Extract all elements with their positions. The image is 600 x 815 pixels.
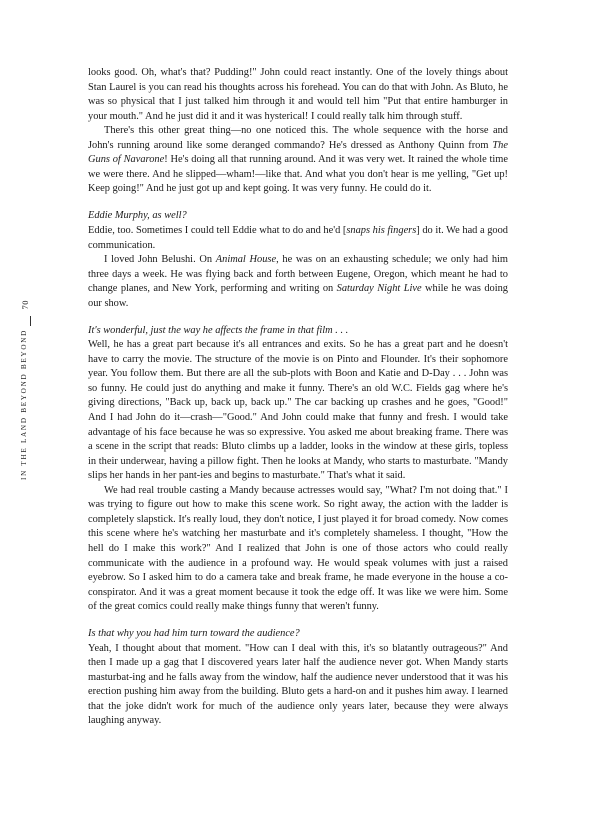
interview-question: It's wonderful, just the way he affects the frame in that film . . . — [88, 324, 349, 336]
page-number: 70 — [20, 300, 30, 310]
body-paragraph: We had real trouble casting a Mandy because actresses would say, "What? I'm not doing that." I was trying to figure out how to make this scene work. So right away, the action with the ladder is completely slapstick. It's really loud, they don't notice, I just played it for broad comedy. Now comes this scene where he's watching her masturbate and it's completely shameless. I thought, "How the hell do I make this work?" And I realized that John is one of those actors who could really communicate with the audience in a profound way. He would speak volumes with just a raised eyebrow. So I asked him to do a camera take and break frame, he made everyone in the house a co-conspirator. And it was a great moment because it took the edge off. It was like we were him. Some of the great comics could really make things funny that weren't funny. — [88, 484, 508, 613]
body-paragraph: Well, he has a great part because it's all entrances and exits. So he has a great part and he doesn't have to carry the movie. The structure of the movie is on Pinto and Flounder. It's their sophomore year. You follow them. But there are all the sub-plots with Boon and Katie and D-Day . . . John was so funny. He could just do anything and make it funny. There's an old W.C. Fields gag where he's giving directions, "Back up, back up, back up." The car backing up crashes and he goes, "Good!" And I had John do it—crash—"Good." And John could make that funny and fresh. I would take advantage of his face because he was so expressive. You asked me about breaking frame. There was a scene in the script that reads: Bluto climbs up a ladder, looks in the window at these girls, topless in their underwear, having a pillow fight. Then he looks at Mandy, who starts to masturbate. "Mandy slips her hands in her pant-ies and begins to masturbate." That's what it said. — [88, 339, 508, 482]
body-paragraph: looks good. Oh, what's that? Pudding!" John could react instantly. One of the lovely things about Stan Laurel is you can read his thoughts across his forehead. You can do that with John. As Bluto, he was so physical that I just talked him through it and would tell him "Put that entire hamburger in your mouth." And he just did it and it was hysterical! I could really talk him through stuff. — [88, 67, 508, 122]
page-body-text — [88, 66, 508, 729]
margin-rule — [30, 316, 31, 326]
body-paragraph: Eddie, too. Sometimes I could tell Eddie what to do and he'd [snaps his fingers] do it. We had a good communication. — [88, 224, 509, 251]
body-paragraph: Yeah, I thought about that moment. "How can I deal with this, it's so blatantly outrageous?" And then I made up a gag that I discovered years later half the audience never got. When Mandy starts masturbat-ing and he falls away from the window, half the audience never understood that it was his erection pushing him away from the building. Bluto gets a hard-on and it pushes him away. I learned that the joke didn't work for much of the audience only years later, because they were always laughing anyway. — [88, 642, 508, 727]
interview-question: Is that why you had him turn toward the audience? — [88, 628, 300, 640]
body-paragraph: There's this other great thing—no one noticed this. The whole sequence with the horse and John's running around like some deranged commando? He's dressed as Anthony Quinn from The Guns of Navarone! He's doing all that running around. And it was very wet. It rained the whole time we were there. And he slipped—wham!—like that. And what you don't hear is me yelling, "Get up! Keep going!" And he just got up and kept going. It was very funny. He could do it. — [88, 125, 508, 195]
page-margin-note — [20, 300, 40, 479]
running-head: IN THE LAND BEYOND BEYOND — [20, 328, 28, 480]
interview-question: Eddie Murphy, as well? — [88, 210, 187, 222]
body-paragraph: I loved John Belushi. On Animal House, he was on an exhausting schedule; we only had him three days a week. He was flying back and forth between Eugene, Oregon, which meant he had to change planes, and New York, performing and writing on Saturday Night Live while he was doing our show. — [88, 254, 509, 309]
